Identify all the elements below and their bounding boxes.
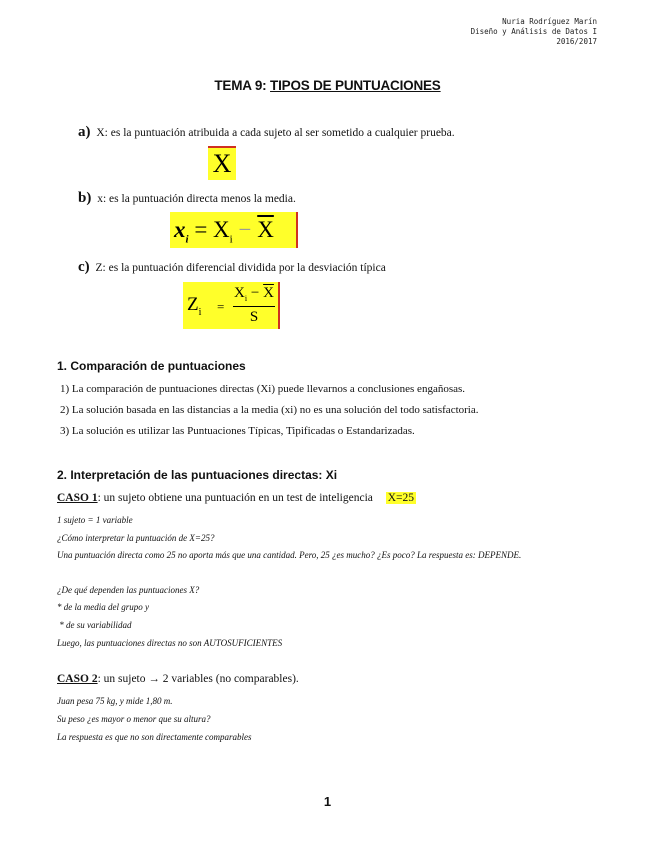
formula-eq: = <box>194 217 208 242</box>
title-main: TIPOS DE PUNTUACIONES <box>270 78 441 93</box>
header-year: 2016/2017 <box>556 37 597 46</box>
definition-label: a) <box>78 124 91 140</box>
formula-deviation-score <box>170 212 298 248</box>
definition-text: X: es la puntuación atribuida a cada sujeto al ser sometido a cualquier prueba. <box>96 127 455 139</box>
case-1-text: : un sujeto obtiene una puntuación en un test de inteligencia <box>97 492 373 504</box>
page-number: 1 <box>323 794 332 809</box>
document-header <box>471 17 597 47</box>
formula-lhs: x <box>174 217 186 242</box>
case-1-value: X=25 <box>387 492 415 504</box>
formula-num-mean: $\overline{X}$ <box>263 285 274 301</box>
case-1-line: ¿De qué dependen las puntuaciones X? <box>57 585 200 595</box>
case-1-line: * de su variabilidad <box>57 620 132 630</box>
section-1-heading: 1. Comparación de puntuaciones <box>57 359 246 373</box>
header-author: Nuria Rodríguez Marín <box>502 17 597 26</box>
case-1-line: Luego, las puntuaciones directas no son AUTOSUFICIENTES <box>57 638 283 648</box>
formula-lhs: Z <box>187 294 199 315</box>
case-1-line: * de la media del grupo y <box>57 602 149 612</box>
case-1-line: Una puntuación directa como 25 no aporta más que una cantidad. Pero, 25 ¿es mucho? ¿Es poco? La respuesta es: DEPENDE. <box>57 550 522 560</box>
formula-minus: − <box>238 217 252 242</box>
definition-text: Z: es la puntuación diferencial dividida por la desviación típica <box>95 262 386 274</box>
fraction-bar <box>233 306 275 307</box>
title-prefix: TEMA 9: <box>214 78 267 93</box>
case-2-line: Juan pesa 75 kg, y mide 1,80 m. <box>57 696 173 706</box>
formula-num-a-sub: i <box>244 294 248 303</box>
formula-x: X <box>212 149 232 178</box>
formula-num-minus: − <box>250 285 260 301</box>
header-course: Diseño y Análisis de Datos I <box>470 27 597 36</box>
case-2-label: CASO 2 <box>57 673 98 685</box>
definition-label: c) <box>78 259 90 275</box>
definition-label: b) <box>78 190 92 206</box>
formula-lhs-sub: i <box>198 306 202 318</box>
case-1-line: ¿Cómo interpretar la puntuación de X=25? <box>57 533 215 543</box>
formula-denominator: S <box>249 309 259 325</box>
formula-a-sub: i <box>229 233 233 246</box>
formula-eq: = <box>217 299 225 314</box>
definition-c <box>78 259 386 276</box>
definition-text: x: es la puntuación directa menos la media. <box>97 193 296 205</box>
case-2-line: La respuesta es que no son directamente comparables <box>57 732 252 742</box>
section-1-item: 1) La comparación de puntuaciones directas (Xi) puede llevarnos a conclusiones engañosas. <box>60 383 466 395</box>
page-title <box>0 78 655 93</box>
formula-mean: $\overline{X}$ <box>257 217 274 242</box>
definition-b <box>78 190 296 207</box>
formula-raw-score <box>208 146 236 180</box>
formula-lhs-sub: i <box>185 233 189 246</box>
case-1-line: 1 sujeto = 1 variable <box>57 515 133 525</box>
section-1-item: 2) La solución basada en las distancias a la media (xi) no es una solución del todo satisfactoria. <box>60 404 479 416</box>
formula-num-a: X <box>234 285 245 301</box>
case-2-line: Su peso ¿es mayor o menor que su altura? <box>57 714 211 724</box>
case-2 <box>57 673 299 685</box>
definition-a <box>78 124 455 141</box>
formula-a: X <box>213 217 230 242</box>
section-2-heading: 2. Interpretación de las puntuaciones directas: Xi <box>57 468 338 482</box>
section-1-item: 3) La solución es utilizar las Puntuaciones Típicas, Tipificadas o Estandarizadas. <box>60 425 415 437</box>
formula-numerator <box>233 285 275 303</box>
case-1-label: CASO 1 <box>57 492 98 504</box>
case-2-text: : un sujeto → 2 variables (no comparables). <box>97 673 299 685</box>
formula-z-score <box>183 282 280 329</box>
case-1 <box>57 492 416 504</box>
